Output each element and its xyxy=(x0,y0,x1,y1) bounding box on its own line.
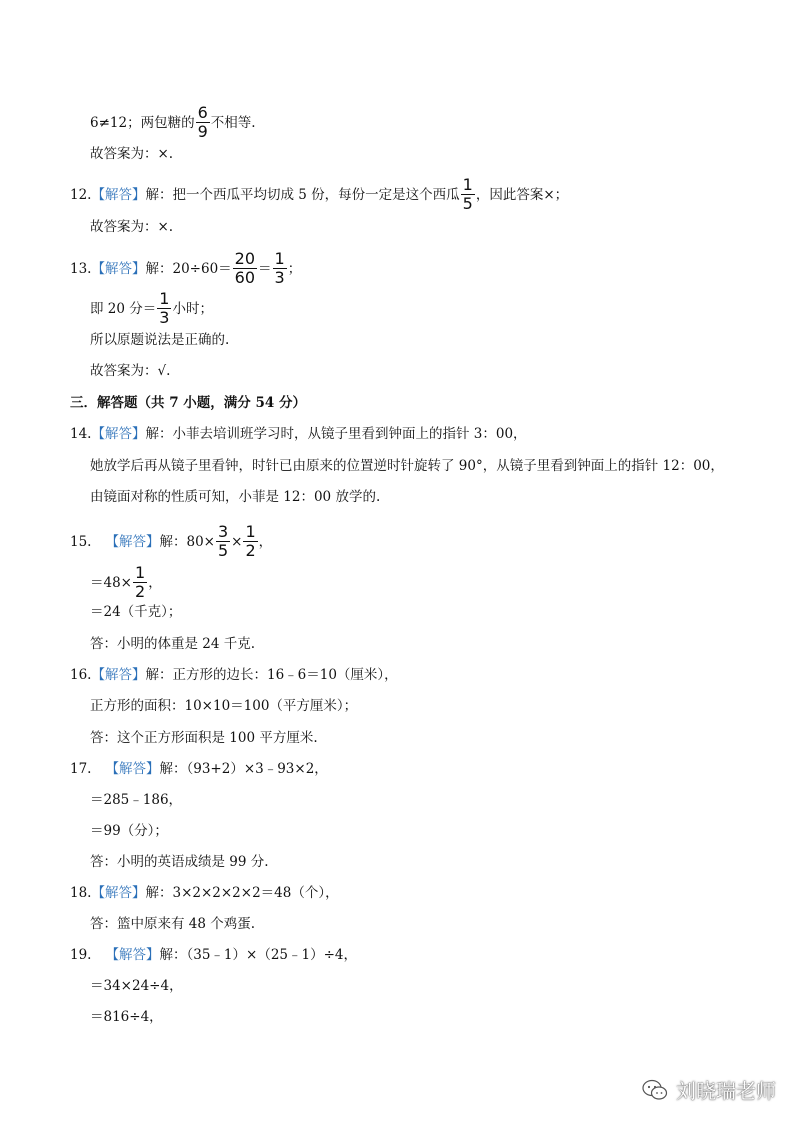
answer-tag: 【解答】 xyxy=(91,885,146,901)
fraction-numerator: 1 xyxy=(274,249,285,268)
q15-text-end: ， xyxy=(148,574,162,591)
fraction-numerator: 20 xyxy=(234,249,256,268)
q15-answer: 答：小明的体重是 24 千克. xyxy=(90,636,256,652)
q14-text: 解：小菲去培训班学习时，从镜子里看到钟面上的指针 3：00， xyxy=(145,426,527,442)
q11-text-end: 不相等. xyxy=(210,114,256,131)
q14-line3: 由镜面对称的性质可知，小菲是 12：00 放学的. xyxy=(90,489,381,505)
q13-text: 即 20 分＝ xyxy=(90,300,157,317)
answer-tag: 【解答】 xyxy=(105,533,160,550)
q12-text-end: ，因此答案×； xyxy=(475,186,569,203)
question-number: 18. xyxy=(70,885,92,901)
q17-text: 解：（93+2）×3﹣93×2， xyxy=(159,761,328,777)
fraction-numerator: 6 xyxy=(197,103,208,122)
fraction-denominator: 2 xyxy=(135,582,146,601)
q14-line1 xyxy=(70,425,527,443)
q15-line2 xyxy=(90,564,162,601)
fraction xyxy=(233,250,257,287)
q15-line3: ＝24（千克）； xyxy=(90,604,182,620)
answer-tag: 【解答】 xyxy=(91,426,146,442)
wechat-icon xyxy=(642,1079,668,1101)
q16-line2: 正方形的面积：10×10＝100（平方厘米）； xyxy=(90,698,358,714)
fraction-numerator: 1 xyxy=(159,289,170,308)
question-number: 19. xyxy=(70,947,92,963)
q12-text: 解：把一个西瓜平均切成 5 份，每份一定是这个西瓜 xyxy=(145,186,460,203)
fraction xyxy=(133,564,147,601)
q12-answer: 故答案为：×. xyxy=(90,219,174,235)
q11-text: 6≠12；两包糖的 xyxy=(90,114,195,131)
question-number: 12. xyxy=(70,186,92,203)
fraction-numerator: 3 xyxy=(217,522,229,541)
q13-line1 xyxy=(70,250,301,287)
q13-text-end: 小时； xyxy=(172,300,213,317)
fraction-denominator: 2 xyxy=(245,541,256,560)
fraction-denominator: 3 xyxy=(274,268,285,287)
q15-text: 解：80× xyxy=(159,533,215,550)
answer-tag: 【解答】 xyxy=(91,260,146,277)
q13-text-end: ； xyxy=(287,260,302,277)
question-number: 13. xyxy=(70,260,92,277)
answer-tag: 【解答】 xyxy=(105,947,160,963)
question-number: 16. xyxy=(70,667,92,683)
fraction-numerator: 1 xyxy=(245,522,256,541)
q11-answer: 故答案为：×. xyxy=(90,146,174,162)
q11-line1 xyxy=(90,104,256,141)
q19-text: 解：（35﹣1）×（25﹣1）÷4， xyxy=(159,947,357,963)
fraction xyxy=(273,250,287,287)
equals-sign: ＝ xyxy=(258,260,272,277)
q19-line2: ＝34×24÷4， xyxy=(90,978,183,994)
fraction-denominator: 5 xyxy=(462,194,473,213)
q15-text: ＝48× xyxy=(90,574,132,591)
fraction-denominator: 5 xyxy=(217,541,229,560)
fraction xyxy=(196,104,210,141)
question-number: 17. xyxy=(70,761,92,777)
q13-answer: 故答案为：√. xyxy=(90,363,171,379)
q17-line3: ＝99（分）； xyxy=(90,823,168,839)
q16-answer: 答：这个正方形面积是 100 平方厘米. xyxy=(90,730,318,746)
fraction xyxy=(243,523,257,560)
q17-line2: ＝285﹣186， xyxy=(90,792,183,808)
fraction-denominator: 60 xyxy=(234,268,256,287)
q16-line1 xyxy=(70,666,398,684)
q16-text: 解：正方形的边长：16﹣6＝10（厘米）， xyxy=(145,667,398,683)
fraction-numerator: 1 xyxy=(135,563,146,582)
answer-tag: 【解答】 xyxy=(105,761,160,777)
q17-line1 xyxy=(70,760,328,778)
q18-line1 xyxy=(70,884,339,902)
q13-line3: 所以原题说法是正确的. xyxy=(90,332,230,348)
fraction xyxy=(157,290,171,327)
q19-line3: ＝816÷4， xyxy=(90,1009,163,1025)
fraction xyxy=(216,523,230,560)
fraction-denominator: 9 xyxy=(197,122,208,141)
q18-text: 解：3×2×2×2×2＝48（个）， xyxy=(145,885,339,901)
question-number: 14. xyxy=(70,426,92,442)
q12-line1 xyxy=(70,176,568,213)
question-number: 15. xyxy=(70,533,92,550)
q19-line1 xyxy=(70,946,357,964)
fraction-denominator: 3 xyxy=(159,308,170,327)
watermark xyxy=(642,1075,776,1104)
q17-answer: 答：小明的英语成绩是 99 分. xyxy=(90,854,269,870)
times-sign: × xyxy=(231,533,243,550)
q15-text-end: ， xyxy=(258,533,273,550)
fraction-numerator: 1 xyxy=(462,175,473,194)
section-heading: 三．解答题（共 7 小题，满分 54 分） xyxy=(70,395,306,411)
q15-line1 xyxy=(70,523,272,560)
answer-tag: 【解答】 xyxy=(91,186,146,203)
watermark-text: 刘晓瑞老师 xyxy=(676,1079,776,1103)
q14-line2: 她放学后再从镜子里看钟，时针已由原来的位置逆时针旋转了 90°，从镜子里看到钟面上的指针 12：00， xyxy=(90,458,724,474)
answer-tag: 【解答】 xyxy=(91,667,146,683)
q18-answer: 答：篮中原来有 48 个鸡蛋. xyxy=(90,916,256,932)
q13-line2 xyxy=(90,290,213,327)
fraction xyxy=(461,176,475,213)
q13-text: 解：20÷60＝ xyxy=(145,260,232,277)
